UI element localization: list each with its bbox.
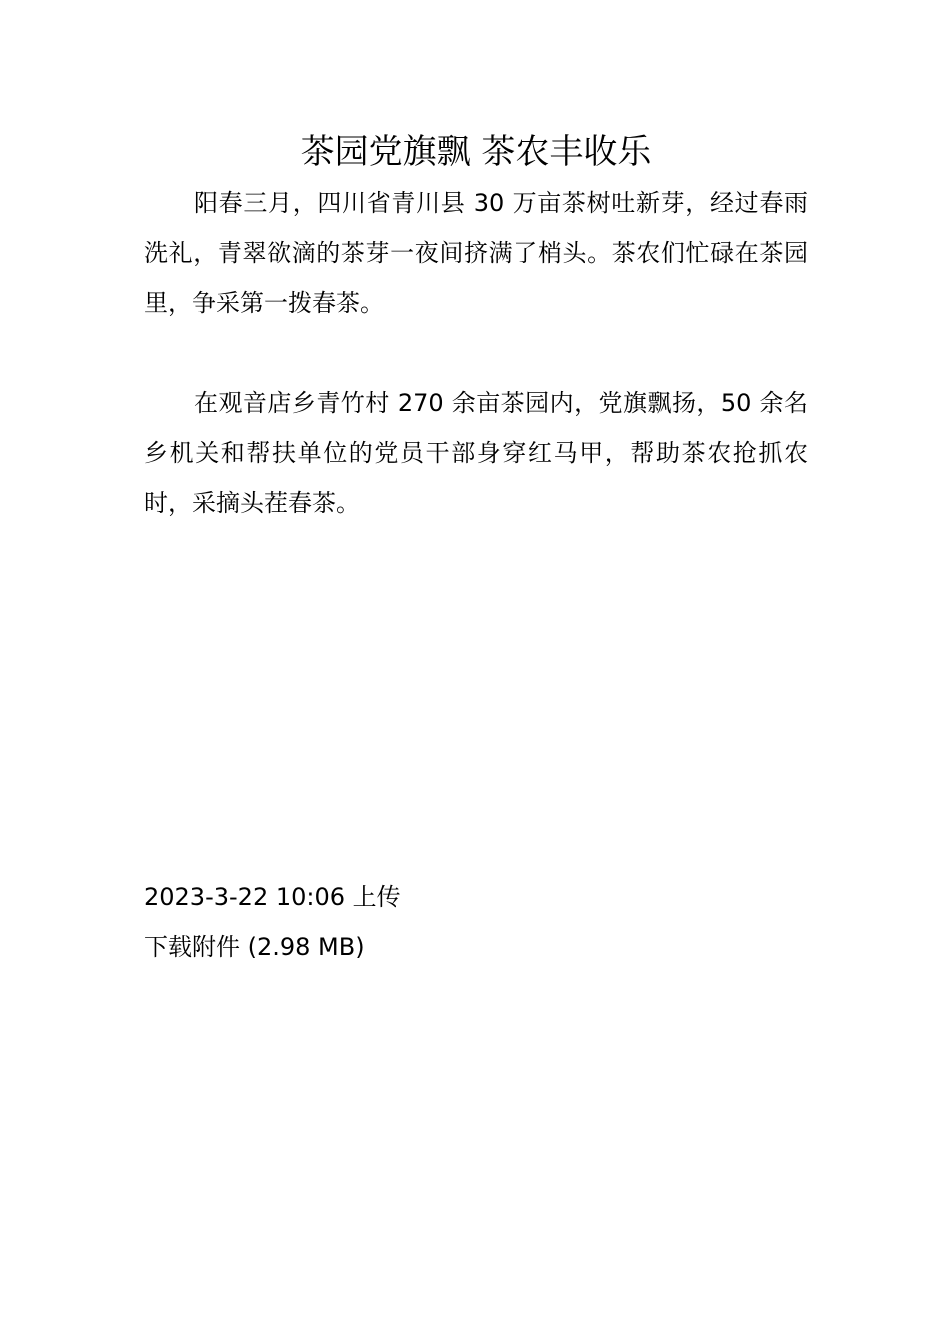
upload-timestamp: 2023-3-22 10:06 上传 [144, 883, 401, 911]
download-attachment-link[interactable]: 下载附件 (2.98 MB) [144, 933, 365, 961]
article [144, 126, 808, 528]
article-title: 茶园党旗飘 茶农丰收乐 [300, 132, 652, 172]
article-paragraph: 在观音店乡青竹村 270 余亩茶园内，党旗飘扬，50 余名乡机关和帮扶单位的党员干部身穿红马甲，帮助茶农抢抓农时，采摘头茬春茶。 [144, 389, 808, 517]
attachment-info [144, 872, 808, 972]
article-paragraph: 阳春三月，四川省青川县 30 万亩茶树吐新芽，经过春雨洗礼，青翠欲滴的茶芽一夜间挤满了梢头。茶农们忙碌在茶园里，争采第一拨春茶。 [144, 189, 808, 317]
